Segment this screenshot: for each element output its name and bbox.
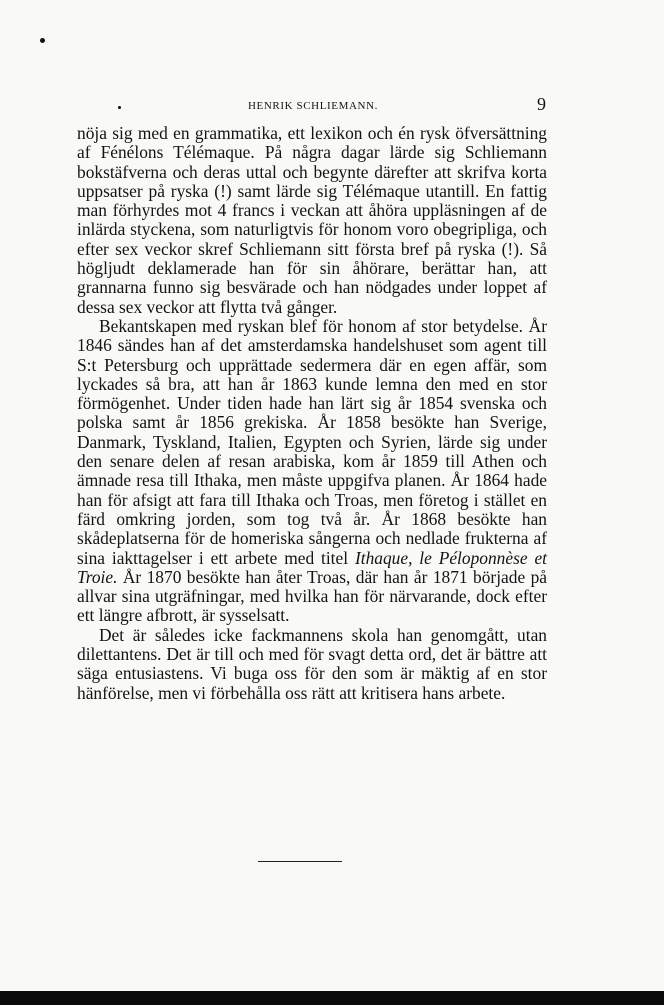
- book-title: Ithaque, le Péloponnèse et Troie.: [77, 547, 547, 587]
- paragraph-3: Det är således icke fackmannens skola han genomgått, utan dilettantens. Det är till och med för svagt detta ord, det är bättre att säga entusiastens. Vi buga oss för den som är mäktig af en stor hänförelse, men vi förbehålla oss rätt att kritisera hans arbete.: [77, 624, 547, 703]
- paragraph-2: [77, 317, 547, 626]
- end-rule: [258, 861, 342, 862]
- page-header: [80, 96, 546, 118]
- paragraph-2-part-1: Bekantskapen med ryskan blef för honom af stor betydelse. År 1846 sändes han af det amsterdamska handelshuset som agent till S:t Petersburg och upprättade sedermera där en egen affär, som lyckades så bra, att han år 1863 kunde lemna den med en stor förmögenhet. Under tiden hade han lärt sig år 1854 svenska och polska samt år 1856 grekiska. År 1858 besökte han Sverige, Danmark, Tyskland, Italien, Egypten och Syrien, lärde sig under den senare delen af resan arabiska, kom år 1859 till Athen och ämnade resa till Ithaka, men måste uppgifva planen. År 1864 hade han för afsigt att fara till Ithaka och Troas, men företog i stället en färd omkring jorden, som tog två år. År 1868 besökte han skådeplatserna för de homeriska sångerna och nedlade frukterna af sina iakttagelser i ett arbete med titel: [77, 315, 547, 568]
- ink-speck: [40, 38, 45, 43]
- paragraph-1: nöja sig med en grammatika, ett lexikon och én rysk öfversättning af Fénélons Télémaque. På några dagar lärde sig Schliemann bokstäfverna och deras uttal och begynte därefter att skrifva korta uppsatser på ryska (!) samt lärde sig Télémaque utantill. En fattig man förhyrdes mot 4 francs i veckan att åhöra uppläsningen af de inlärda styckena, som naturligtvis för honom voro obegripliga, och efter sex veckor skref Schliemann sitt första bref på ryska (!). Så högljudt deklamerade han för sin åhörare, berättar han, att grannarna funno sig besvärade och han nödgades under loppet af dessa sex veckor att flytta två gånger.: [77, 123, 547, 317]
- running-head: HENRIK SCHLIEMANN.: [248, 100, 378, 112]
- paragraph-2-part-2: År 1870 besökte han åter Troas, där han år 1871 började på allvar sina utgräfningar, med hvilka han för närvarande, dock efter ett längre afbrott, är sysselsatt.: [77, 566, 547, 626]
- body-text: [77, 124, 547, 703]
- scan-edge: [0, 991, 664, 1005]
- page-number: 9: [537, 94, 546, 114]
